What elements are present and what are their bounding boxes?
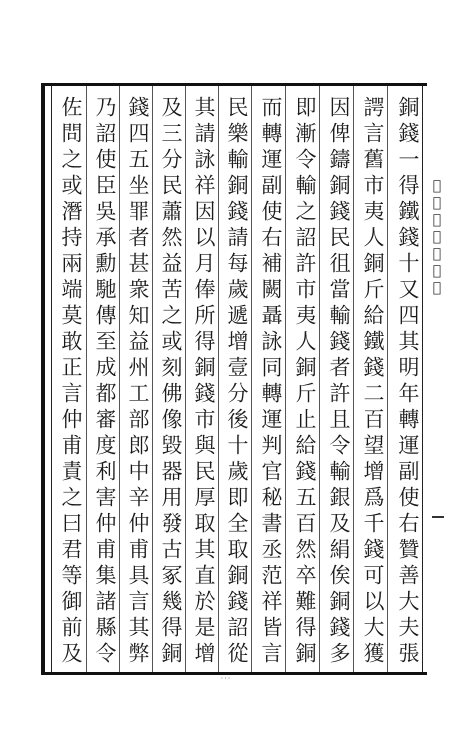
text-column-7: 其請詠祥因以月俸所得銅錢市與民厚取其直於是增 — [192, 96, 216, 668]
text-column-6: 民樂輸銅錢請每歲遞增壹分後十歲即全取銅錢詔從 — [225, 96, 249, 668]
text-column-5: 而轉運副使右補闕聶詠同轉運判官秘書丞范祥皆言 — [259, 96, 283, 668]
margin-mark — [432, 516, 444, 518]
text-column-1: 銅錢一得鐵錢十又四其明年轉運副使右贊善大夫張 — [396, 96, 420, 668]
text-column-8: 及三分民蕭然益苦之或刻佛像毀器用發古冢幾得銅 — [159, 96, 183, 668]
text-column-2: 諤言舊市夷人銅斤給鐵錢二百望增爲千錢可以大獲 — [361, 96, 385, 668]
text-column-3: 因俾鑄銅錢民徂當輸錢者許且令輸銀及絹俟銅錢多 — [327, 96, 351, 668]
text-column-9: 錢四五坐罪者甚衆知益州工部郎中辛仲甫具言其弊 — [126, 96, 150, 668]
text-column-11: 佐問之或潛持兩端莫敢正言仲甫責之曰君等御前及 — [59, 96, 83, 668]
margin-title: 𣑆鐵事要文卷三 — [429, 178, 445, 297]
text-column-10: 乃詔使臣吳承勳馳傳至成都審度利害仲甫集諸縣令 — [93, 96, 117, 668]
folio-number: ··· — [220, 674, 232, 683]
text-column-4: 即漸令輸之詔許市夷人銅斤止給錢五百然卒難得銅 — [293, 96, 317, 668]
